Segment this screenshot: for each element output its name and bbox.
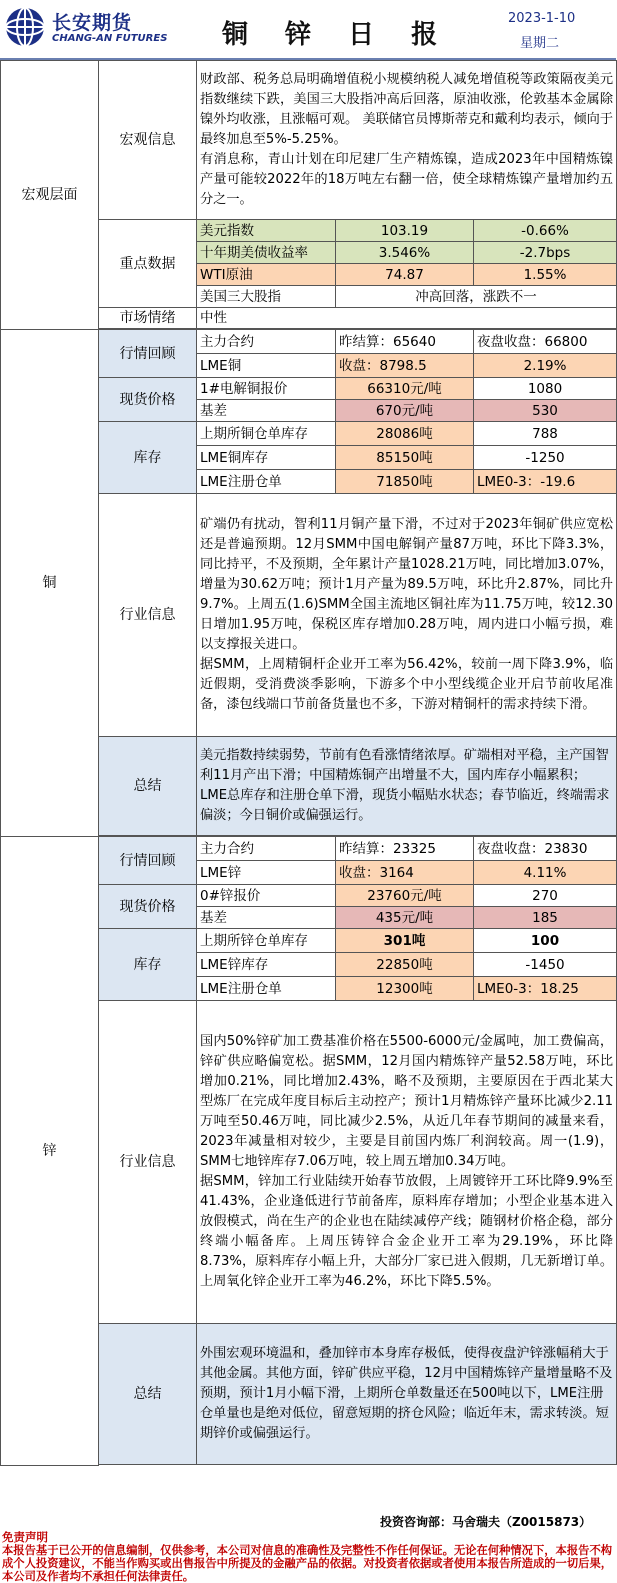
macro-info-row xyxy=(1,61,617,220)
zinc-lme-inventory-name: LME锌库存 xyxy=(197,953,336,977)
us-index-value: 冲高回落，涨跌不一 xyxy=(336,286,617,308)
section-copper: 铜 xyxy=(1,330,99,837)
copper-lme-close: 收盘：8798.5 xyxy=(336,354,474,378)
zinc-summary-label: 总结 xyxy=(99,1324,197,1465)
zinc-basis-value: 435元/吨 xyxy=(336,907,474,929)
key-data-name: WTI原油 xyxy=(197,264,336,286)
copper-main-contract: 主力合约 xyxy=(197,330,336,354)
copper-lme-registered-value: 71850吨 xyxy=(336,470,474,494)
macro-info-label: 宏观信息 xyxy=(99,61,197,220)
copper-inventory-label: 库存 xyxy=(99,422,197,494)
zinc-spot-change: 270 xyxy=(474,885,617,907)
disclaimer xyxy=(0,1531,614,1583)
zinc-lme-change: 4.11% xyxy=(474,861,617,885)
sentiment-value: 中性 xyxy=(197,308,617,329)
copper-lme-change: 2.19% xyxy=(474,354,617,378)
copper-industry-label: 行业信息 xyxy=(99,494,197,737)
report-weekday: 星期二 xyxy=(520,36,560,51)
copper-shfe-name: 上期所铜仓单库存 xyxy=(197,422,336,446)
copper-lme-inventory-value: 85150吨 xyxy=(336,446,474,470)
copper-lme-inventory-change: -1250 xyxy=(474,446,617,470)
zinc-shfe-value: 301吨 xyxy=(336,929,474,953)
copper-industry-paragraph-2: 据SMM，上周精铜杆企业开工率为56.42%，较前一周下降3.9%，临近假期，受消费淡季影响，下游多个中小型线缆企业开启节前收尾准备，漆包线端口节前备货量也不多，下游对精铜杆的需求持续下滑。 xyxy=(200,657,614,712)
sentiment-label: 市场情绪 xyxy=(99,308,197,329)
copper-review-row xyxy=(1,330,617,354)
zinc-review-row xyxy=(1,837,617,861)
zinc-lme-inventory-value: 22850吨 xyxy=(336,953,474,977)
zinc-basis-change: 185 xyxy=(474,907,617,929)
report-table xyxy=(0,60,617,1466)
copper-basis-name: 基差 xyxy=(197,400,336,422)
copper-shfe-change: 788 xyxy=(474,422,617,446)
zinc-industry-paragraph-1: 国内50%锌矿加工费基准价格在5500-6000元/金属吨，加工费偏高，锌矿供应略偏宽松。据SMM，12月国内精炼锌产量52.58万吨，环比增加0.21%，同比增加2.43%，略不及预期，主要原因在于西北某大型炼厂在完成年度目标后主动控产；预计1月精炼锌产量环比减少2.11万吨至50.46万吨，同比减少2.5%，从近几年春节期间的减量来看，2023年减量相对较少，主要是目前国内炼厂利润较高。周一(1.9)，SMM七地锌库存7.06万吨，较上周五增加0.34万吨。 xyxy=(200,1034,614,1169)
report-title: 铜 锌 日 报 xyxy=(222,20,452,50)
copper-basis-change: 530 xyxy=(474,400,617,422)
copper-settle: 昨结算：65640 xyxy=(336,330,474,354)
us-index-name: 美国三大股指 xyxy=(197,286,336,308)
zinc-settle: 昨结算：23325 xyxy=(336,837,474,861)
zinc-industry-paragraph-2: 据SMM，锌加工行业陆续开始春节放假，上周镀锌开工环比降9.9%至41.43%，企业逢低进行节前备库，原料库存增加；小型企业基本进入放假模式，尚在生产的企业也在陆续减停产线；随钢材价格企稳，部分终端小幅备库。上周压铸锌合金企业开工率为29.19%，环比降8.73%，原料库存小幅上升，大部分厂家已进入假期，几无新增订单。上周氧化锌企业开工率为46.2%，环比下降5.5%。 xyxy=(200,1174,614,1289)
macro-info-paragraph-2: 有消息称，青山计划在印尼建厂生产精炼镍，造成2023年中国精炼镍产量可能较2022年的18万吨左右翻一倍，使全球精炼镍产量增加约五分之一。 xyxy=(200,152,614,207)
zinc-inventory-label: 库存 xyxy=(99,929,197,1001)
report-header xyxy=(0,0,616,60)
zinc-lme-registered-name: LME注册仓单 xyxy=(197,977,336,1001)
contact-line: 投资咨询部：马舍瑞夫（Z0015873） xyxy=(380,1515,592,1529)
company-logo xyxy=(2,4,168,54)
copper-lme-inventory-name: LME铜库存 xyxy=(197,446,336,470)
key-data-value: 103.19 xyxy=(336,220,474,242)
copper-lme-registered-name: LME注册仓单 xyxy=(197,470,336,494)
copper-summary-label: 总结 xyxy=(99,737,197,836)
copper-spot-name: 1#电解铜报价 xyxy=(197,378,336,400)
copper-night: 夜盘收盘：66800 xyxy=(474,330,617,354)
key-data-change: -2.7bps xyxy=(474,242,617,264)
copper-industry-paragraph-1: 矿端仍有扰动，智利11月铜产量下滑，不过对于2023年铜矿供应宽松还是普遍预期。12月SMM中国电解铜产量87万吨，环比下降3.3%，同比持平，不及预期，全年累计产量1028.21万吨，同比增加3.07%，增量为30.62万吨；预计1月产量为89.5万吨，环比升2.87%，同比升9.7%。上周五(1.6)SMM全国主流地区铜社库为11.75万吨，较12.30日增加1.95万吨，保税区库存增加0.28万吨，周内进口小幅亏损，难以支撑报关进口。 xyxy=(200,517,614,652)
key-data-value: 74.87 xyxy=(336,264,474,286)
zinc-industry-label: 行业信息 xyxy=(99,1001,197,1324)
copper-spot-label: 现货价格 xyxy=(99,378,197,422)
copper-industry-text xyxy=(197,494,617,737)
key-data-label: 重点数据 xyxy=(99,220,197,308)
logo-globe-icon xyxy=(4,6,46,48)
copper-review-label: 行情回顾 xyxy=(99,330,197,378)
zinc-shfe-change: 100 xyxy=(474,929,617,953)
copper-lme-name: LME铜 xyxy=(197,354,336,378)
disclaimer-text: 本报告基于已公开的信息编制，仅供参考，本公司对信息的准确性及完整性不作任何保证。无论在何种情况下，本报告不构成个人投资建议，不能当作购买或出售报告中所提及的金融产品的依据。对投资者依据或者使用本报告所造成的一切后果，本公司及作者均不承担任何法律责任。 xyxy=(2,1544,613,1583)
zinc-lme-spread: LME0-3：18.25 xyxy=(474,977,617,1001)
key-data-name: 美元指数 xyxy=(197,220,336,242)
zinc-lme-inventory-change: -1450 xyxy=(474,953,617,977)
copper-spot-price: 66310元/吨 xyxy=(336,378,474,400)
macro-info-text xyxy=(197,61,617,220)
key-data-value: 3.546% xyxy=(336,242,474,264)
zinc-review-label: 行情回顾 xyxy=(99,837,197,885)
zinc-lme-registered-value: 12300吨 xyxy=(336,977,474,1001)
zinc-summary-text: 外围宏观环境温和，叠加锌市本身库存极低，使得夜盘沪锌涨幅稍大于其他金属。其他方面，锌矿供应平稳，12月中国精炼锌产量增量略不及预期，预计1月小幅下滑，上期所仓单数量还在500吨以下，LME注册仓单量也是绝对低位，留意短期的挤仓风险；临近年末，需求转淡。短期锌价或偏强运行。 xyxy=(197,1324,617,1465)
zinc-spot-name: 0#锌报价 xyxy=(197,885,336,907)
zinc-lme-name: LME锌 xyxy=(197,861,336,885)
copper-shfe-value: 28086吨 xyxy=(336,422,474,446)
macro-info-paragraph-1: 财政部、税务总局明确增值税小规模纳税人减免增值税等政策隔夜美元指数继续下跌，美国三大股指冲高后回落，原油收涨，伦敦基本金属除镍外均收涨，且涨幅可观。 美联储官员博斯蒂克和戴利均表示，倾向于最终加息至5%-5.25%。 xyxy=(200,72,614,147)
zinc-lme-close: 收盘：3164 xyxy=(336,861,474,885)
zinc-night: 夜盘收盘：23830 xyxy=(474,837,617,861)
copper-basis-value: 670元/吨 xyxy=(336,400,474,422)
copper-spot-change: 1080 xyxy=(474,378,617,400)
section-macro: 宏观层面 xyxy=(1,61,99,330)
zinc-spot-label: 现货价格 xyxy=(99,885,197,929)
report-date: 2023-1-10 xyxy=(508,11,576,26)
key-data-change: 1.55% xyxy=(474,264,617,286)
copper-lme-spread: LME0-3：-19.6 xyxy=(474,470,617,494)
zinc-shfe-name: 上期所锌仓单库存 xyxy=(197,929,336,953)
logo-text-cn: 长安期货 xyxy=(52,12,133,34)
logo-text-en: CHANG-AN FUTURES xyxy=(52,33,168,44)
key-data-change: -0.66% xyxy=(474,220,617,242)
zinc-industry-text xyxy=(197,1001,617,1324)
key-data-name: 十年期美债收益率 xyxy=(197,242,336,264)
zinc-spot-price: 23760元/吨 xyxy=(336,885,474,907)
zinc-basis-name: 基差 xyxy=(197,907,336,929)
zinc-main-contract: 主力合约 xyxy=(197,837,336,861)
section-zinc: 锌 xyxy=(1,837,99,1466)
copper-summary-text: 美元指数持续弱势，节前有色看涨情绪浓厚。矿端相对平稳，主产国智利11月产出下滑；中国精炼铜产出增量不大，国内库存小幅累积；LME总库存和注册仓单下滑，现货小幅贴水状态；春节临近，终端需求偏淡；今日铜价或偏强运行。 xyxy=(197,737,617,836)
disclaimer-title: 免责声明 xyxy=(2,1530,48,1544)
